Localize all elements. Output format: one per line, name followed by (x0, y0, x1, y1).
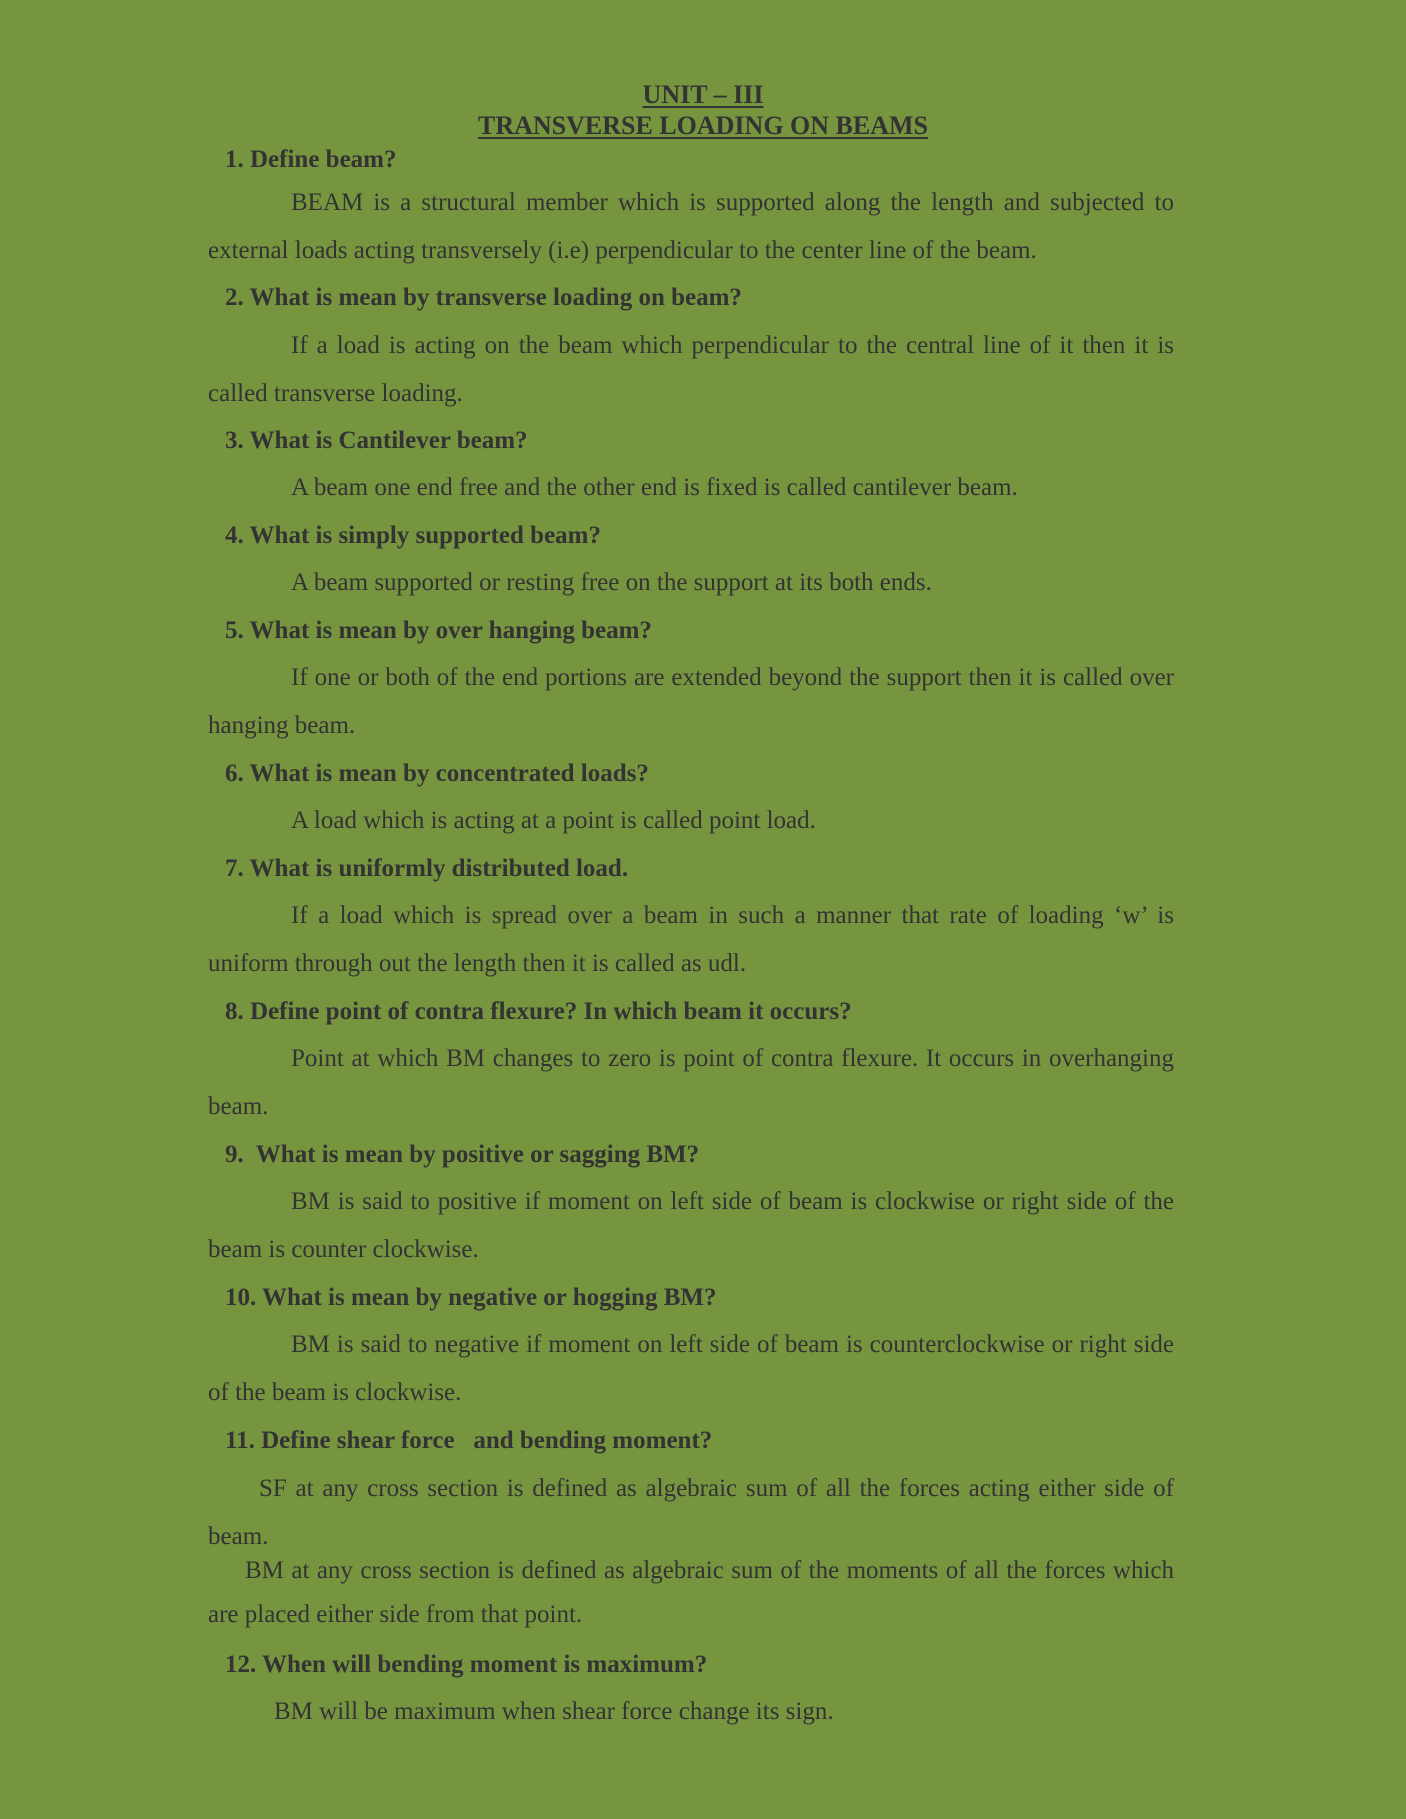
question-6: 6. What is mean by concentrated loads? (225, 760, 649, 787)
question-5: 5. What is mean by over hanging beam? (225, 617, 652, 644)
question-8: 8. Define point of contra flexure? In which beam it occurs? (225, 998, 852, 1025)
answer-12: BM will be maximum when shear force change its sign. (274, 1698, 834, 1725)
answer-3: A beam one end free and the other end is fixed is called cantilever beam. (291, 474, 1018, 501)
question-1: 1. Define beam? (225, 146, 397, 173)
answer-11-shear-force: SF at any cross section is defined as algebraic sum of all the forces acting either side of beam. (208, 1475, 1174, 1550)
answer-7: If a load which is spread over a beam in such a manner that rate of loading ‘w’ is uniform through out the length then it is called as udl. (208, 902, 1174, 977)
question-10: 10. What is mean by negative or hogging BM? (225, 1284, 717, 1311)
answer-11-bending-moment: BM at any cross section is defined as algebraic sum of the moments of all the forces which are placed either side from that point. (208, 1557, 1174, 1628)
answer-6: A load which is acting at a point is called point load. (291, 807, 816, 834)
question-3: 3. What is Cantilever beam? (225, 427, 528, 454)
answer-9: BM is said to positive if moment on left side of beam is clockwise or right side of the beam is counter clockwise. (208, 1188, 1174, 1263)
question-2: 2. What is mean by transverse loading on beam? (225, 284, 742, 311)
question-12: 12. When will bending moment is maximum? (225, 1651, 708, 1678)
question-4: 4. What is simply supported beam? (225, 522, 601, 549)
answer-1: BEAM is a structural member which is supported along the length and subjected to external loads acting transversely (i.e) perpendicular to the center line of the beam. (208, 189, 1174, 264)
answer-2: If a load is acting on the beam which perpendicular to the central line of it then it is called transverse loading. (208, 332, 1174, 407)
unit-title: UNIT – III (642, 80, 764, 109)
answer-4: A beam supported or resting free on the support at its both ends. (291, 569, 932, 596)
question-9: 9. What is mean by positive or sagging BM? (225, 1141, 700, 1168)
chapter-title: TRANSVERSE LOADING ON BEAMS (477, 111, 929, 140)
question-11: 11. Define shear force and bending moment? (225, 1427, 713, 1454)
answer-8: Point at which BM changes to zero is point of contra flexure. It occurs in overhanging beam. (208, 1045, 1174, 1120)
answer-5: If one or both of the end portions are extended beyond the support then it is called over hanging beam. (208, 664, 1174, 739)
answer-10: BM is said to negative if moment on left side of beam is counterclockwise or right side of the beam is clockwise. (208, 1331, 1174, 1406)
question-7: 7. What is uniformly distributed load. (225, 855, 629, 882)
